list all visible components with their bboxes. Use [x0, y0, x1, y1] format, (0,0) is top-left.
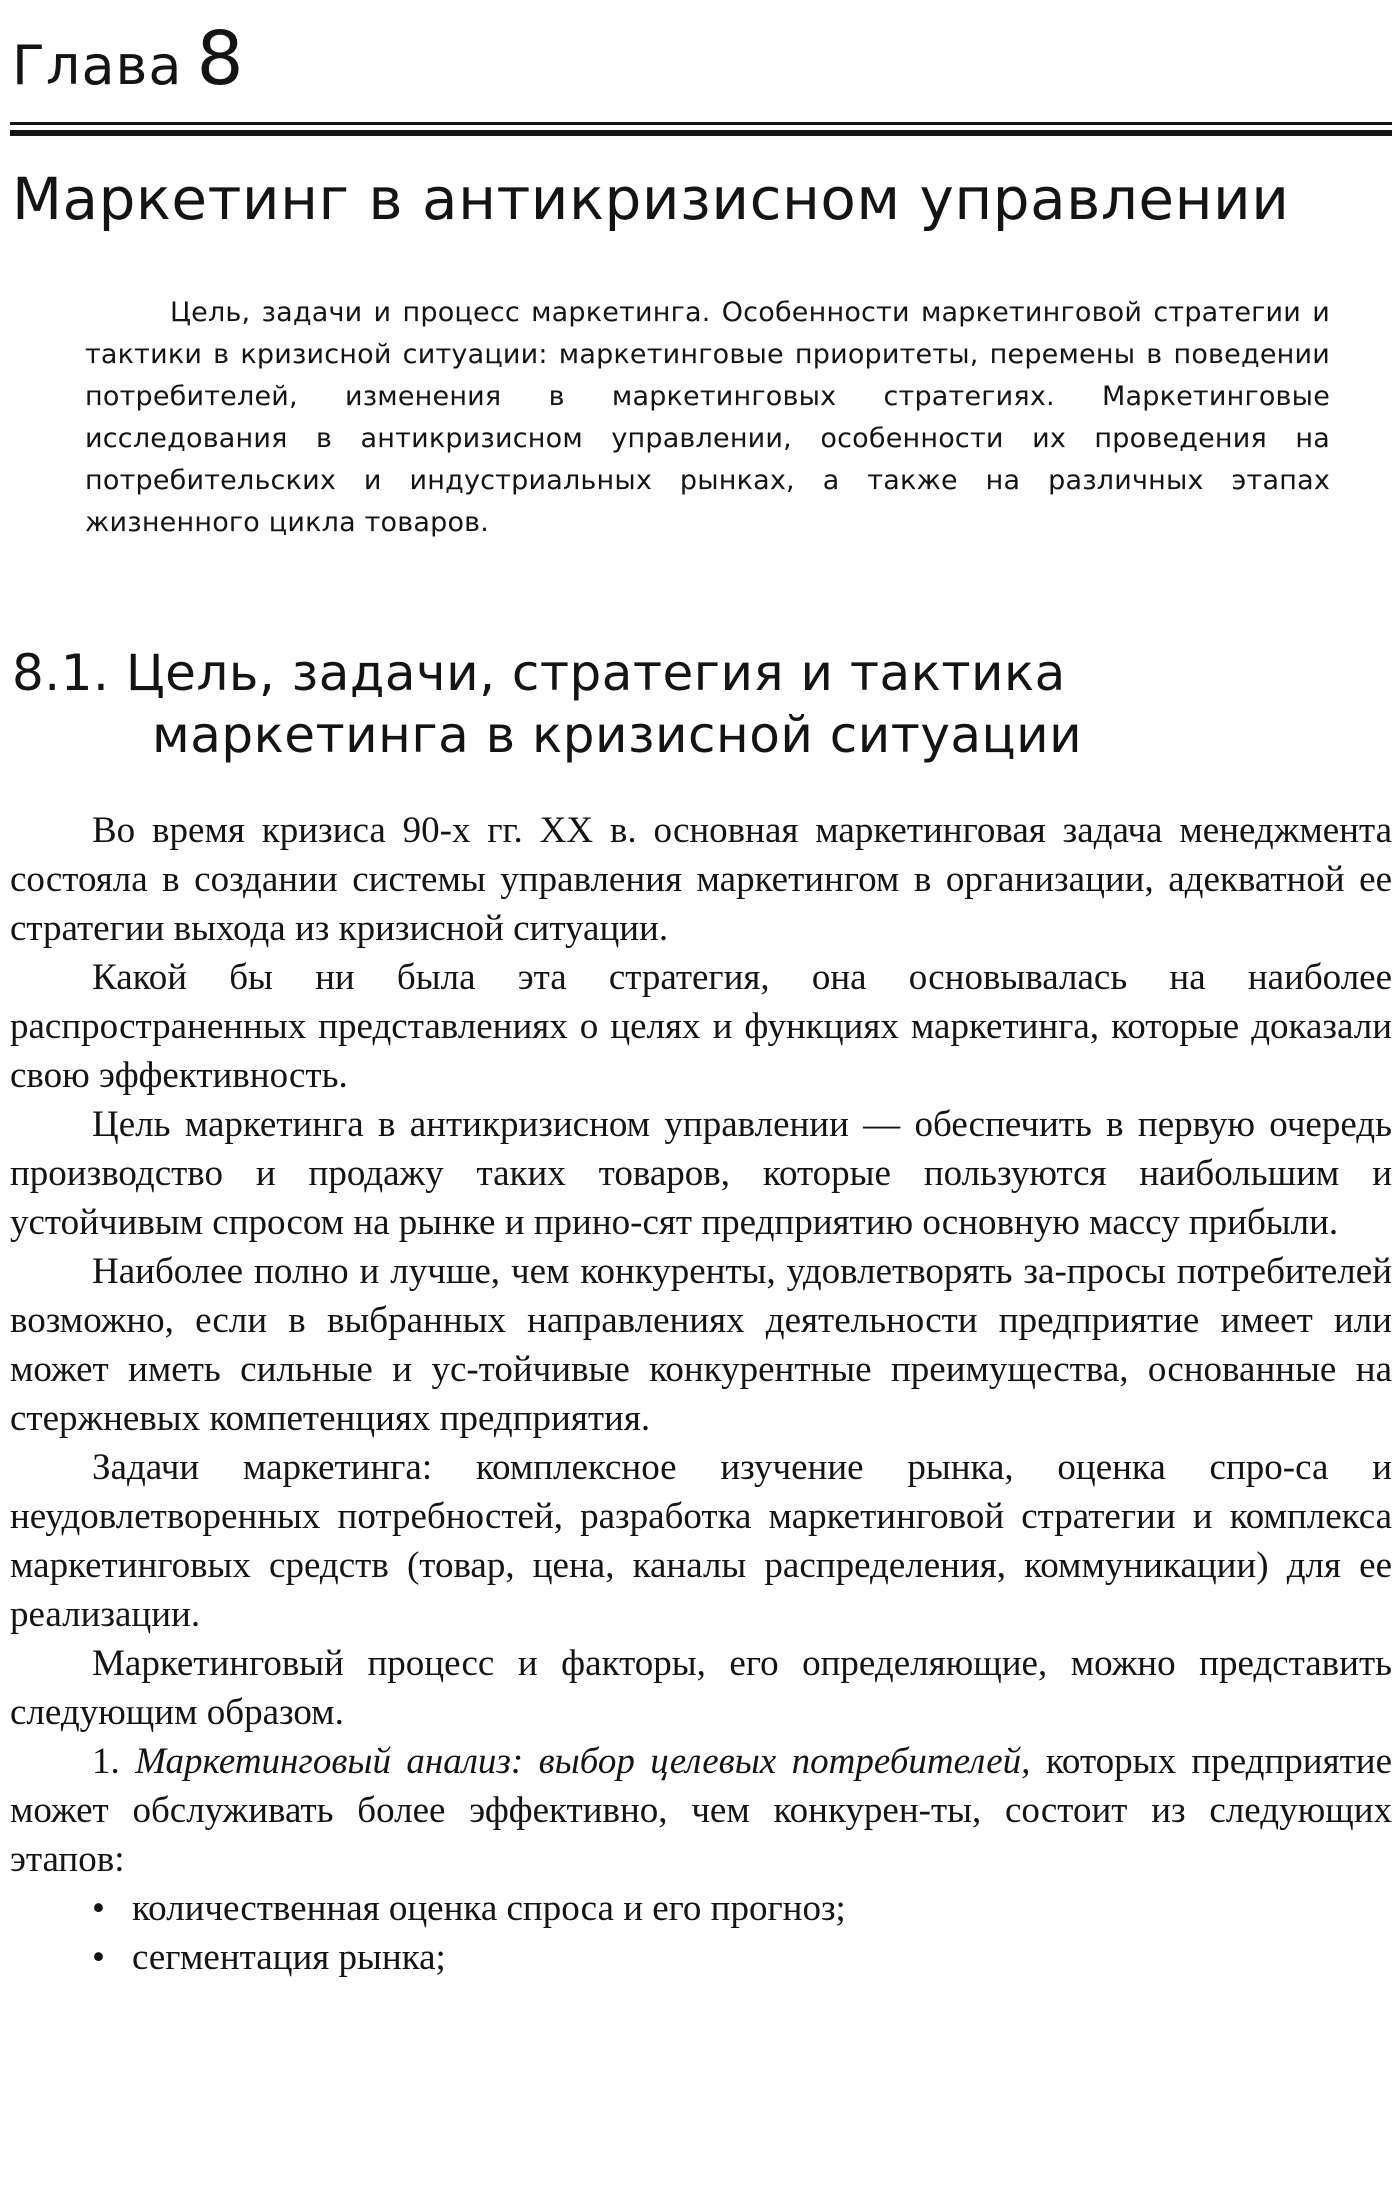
list-item — [10, 1933, 1392, 1982]
chapter-divider — [10, 122, 1392, 136]
paragraph: Задачи маркетинга: комплексное изучение рынка, оценка спро-са и неудовлетворенных потребностей, разработка маркетинговой стратегии и комплекса маркетинговых средств (товар, цена, каналы распределения, коммуникации) для ее реализации. — [10, 1447, 1392, 1635]
bullet-list — [10, 1884, 1392, 1982]
book-page — [10, 0, 1390, 1982]
step-text: которых предприятие может обслуживать более эффективно, чем конкурен-ты, состоит из следующих этапов: — [10, 1741, 1392, 1880]
paragraph: Маркетинговый процесс и факторы, его определяющие, можно представить следующим образом. — [10, 1643, 1392, 1733]
step-1-paragraph — [10, 1737, 1392, 1884]
section-title-line1: Цель, задачи, стратегия и тактика — [125, 644, 1066, 702]
paragraph: Наиболее полно и лучше, чем конкуренты, удовлетворять за-просы потребителей возможно, если в выбранных направлениях деятельности предприятие имеет или может иметь сильные и ус-тойчивые конкурентные преимущества, основанные на стержневых компетенциях предприятия. — [10, 1251, 1392, 1439]
section-title-line2: маркетинга в кризисной ситуации — [152, 706, 1083, 764]
step-italic-term: Маркетинговый анализ: выбор целевых потребителей, — [135, 1741, 1031, 1782]
divider-thick-line — [10, 130, 1392, 136]
list-item — [10, 1884, 1392, 1933]
chapter-label: Глава — [12, 34, 183, 97]
paragraph: Цель маркетинга в антикризисном управлении — обеспечить в первую очередь производство и продажу таких товаров, которые пользуются наибольшим и устойчивым спросом на рынке и прино-сят предприятию основную массу прибыли. — [10, 1104, 1392, 1243]
step-number: 1. — [92, 1741, 120, 1782]
divider-thin-line — [10, 122, 1392, 125]
paragraph: Во время кризиса 90-х гг. XX в. основная маркетинговая задача менеджмента состояла в создании системы управления маркетингом в организации, адекватной ее стратегии выхода из кризисной ситуации. — [10, 810, 1392, 949]
chapter-heading — [12, 16, 1390, 102]
chapter-number: 8 — [196, 16, 245, 102]
list-item-text: количественная оценка спроса и его прогноз; — [132, 1888, 846, 1929]
paragraph: Какой бы ни была эта стратегия, она основывалась на наиболее распространенных представлениях о целях и функциях маркетинга, которые доказали свою эффективность. — [10, 957, 1392, 1096]
bullet-icon: • — [92, 1937, 105, 1978]
chapter-abstract: Цель, задачи и процесс маркетинга. Особенности маркетинговой стратегии и тактики в кризисной ситуации: маркетинговые приоритеты, перемены в поведении потребителей, изменения в маркетинговых стратегиях. Маркетинговые исследования в антикризисном управлении, особенности их проведения на потребительских и индустриальных рынках, а также на различных этапах жизненного цикла товаров. — [85, 297, 1330, 538]
section-body — [10, 806, 1392, 1982]
bullet-icon: • — [92, 1888, 105, 1929]
list-item-text: сегментация рынка; — [132, 1937, 446, 1978]
chapter-title: Маркетинг в антикризисном управлении — [12, 165, 1290, 233]
section-heading — [12, 642, 1390, 766]
section-number: 8.1. — [12, 644, 110, 702]
